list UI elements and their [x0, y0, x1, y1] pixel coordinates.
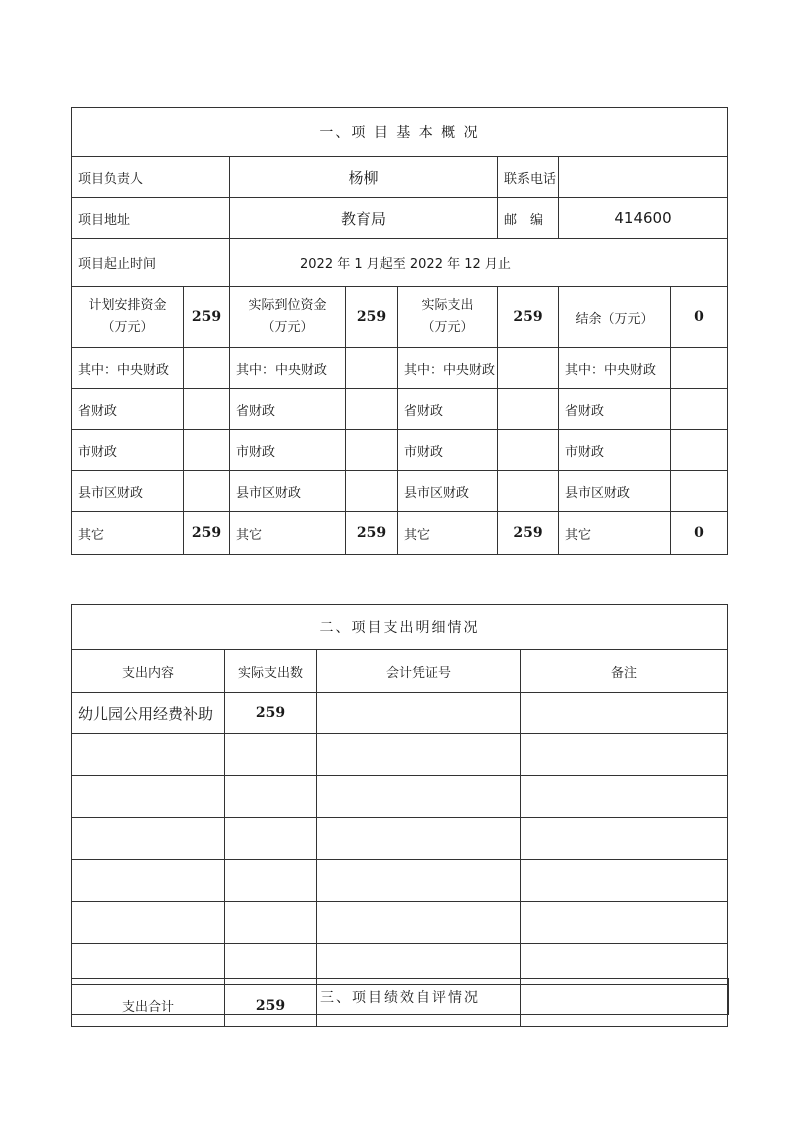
voucher-number	[317, 902, 521, 944]
remark	[521, 734, 728, 776]
voucher-number	[317, 860, 521, 902]
expense-content	[72, 818, 225, 860]
table-row	[72, 693, 728, 734]
breakdown-label: 省财政	[559, 389, 671, 430]
expense-content	[72, 860, 225, 902]
address-label: 项目地址	[72, 198, 230, 239]
period-value: 2022 年 1 月起至 2022 年 12 月止	[230, 239, 728, 287]
voucher-number	[317, 693, 521, 734]
actual-expense	[225, 734, 317, 776]
breakdown-label: 市财政	[559, 430, 671, 471]
expense-content	[72, 734, 225, 776]
table-row	[72, 902, 728, 944]
remark	[521, 902, 728, 944]
expense-content	[72, 902, 225, 944]
voucher-number	[317, 818, 521, 860]
breakdown-spent-value	[498, 348, 559, 389]
spent-funds-label: 实际支出 （万元）	[398, 287, 498, 348]
breakdown-label: 县市区财政	[72, 471, 184, 512]
postcode-value: 414600	[559, 198, 728, 239]
breakdown-label: 县市区财政	[398, 471, 498, 512]
section3-title: 三、项目绩效自评情况	[72, 979, 729, 1015]
section1-title: 一、项 目 基 本 概 况	[72, 108, 728, 157]
breakdown-label: 县市区财政	[230, 471, 346, 512]
table-row	[72, 734, 728, 776]
table-row	[72, 860, 728, 902]
leader-label: 项目负责人	[72, 157, 230, 198]
breakdown-label: 其中：中央财政	[398, 348, 498, 389]
breakdown-spent-value	[498, 471, 559, 512]
total-label: 支出合计	[72, 985, 225, 1027]
breakdown-received-value	[346, 471, 398, 512]
breakdown-row	[72, 512, 728, 555]
received-funds-value: 259	[346, 287, 398, 348]
actual-expense	[225, 818, 317, 860]
breakdown-label: 市财政	[230, 430, 346, 471]
breakdown-row	[72, 348, 728, 389]
breakdown-row	[72, 430, 728, 471]
table-row	[72, 776, 728, 818]
phone-value	[559, 157, 728, 198]
leader-value: 杨柳	[230, 157, 498, 198]
breakdown-label: 县市区财政	[559, 471, 671, 512]
breakdown-label: 省财政	[398, 389, 498, 430]
actual-expense: 259	[225, 693, 317, 734]
breakdown-received-value	[346, 348, 398, 389]
column-header: 备注	[521, 650, 728, 693]
breakdown-label: 市财政	[72, 430, 184, 471]
phone-label: 联系电话	[498, 157, 559, 198]
breakdown-spent-value	[498, 389, 559, 430]
breakdown-label: 市财政	[398, 430, 498, 471]
breakdown-planned-value	[184, 348, 230, 389]
breakdown-label: 其它	[72, 512, 184, 555]
breakdown-label: 其它	[559, 512, 671, 555]
spent-funds-value: 259	[498, 287, 559, 348]
breakdown-planned-value	[184, 389, 230, 430]
actual-expense	[225, 776, 317, 818]
breakdown-label: 其它	[230, 512, 346, 555]
breakdown-label: 其它	[398, 512, 498, 555]
breakdown-label: 其中：中央财政	[230, 348, 346, 389]
breakdown-balance-value	[671, 430, 728, 471]
table-row	[72, 818, 728, 860]
planned-funds-value: 259	[184, 287, 230, 348]
breakdown-label: 其中：中央财政	[559, 348, 671, 389]
project-overview-table	[71, 107, 728, 555]
total-value: 259	[225, 985, 317, 1027]
voucher-number	[317, 734, 521, 776]
section2-title: 二、项目支出明细情况	[72, 605, 728, 650]
balance-value: 0	[671, 287, 728, 348]
period-label: 项目起止时间	[72, 239, 230, 287]
breakdown-balance-value	[671, 348, 728, 389]
column-header: 会计凭证号	[317, 650, 521, 693]
received-funds-label: 实际到位资金 （万元）	[230, 287, 346, 348]
actual-expense	[225, 860, 317, 902]
expense-content	[72, 776, 225, 818]
postcode-label: 邮 编	[498, 198, 559, 239]
remark	[521, 776, 728, 818]
breakdown-planned-value	[184, 430, 230, 471]
breakdown-row	[72, 471, 728, 512]
planned-funds-label: 计划安排资金 （万元）	[72, 287, 184, 348]
breakdown-balance-value	[671, 389, 728, 430]
remark	[521, 818, 728, 860]
breakdown-label: 省财政	[230, 389, 346, 430]
voucher-number	[317, 776, 521, 818]
expense-detail-table	[71, 604, 728, 1027]
breakdown-row	[72, 389, 728, 430]
breakdown-spent-value: 259	[498, 512, 559, 555]
breakdown-label: 省财政	[72, 389, 184, 430]
breakdown-received-value	[346, 389, 398, 430]
column-header: 支出内容	[72, 650, 225, 693]
breakdown-received-value	[346, 430, 398, 471]
column-header: 实际支出数	[225, 650, 317, 693]
balance-label: 结余（万元）	[559, 287, 671, 348]
breakdown-label: 其中：中央财政	[72, 348, 184, 389]
remark	[521, 693, 728, 734]
breakdown-received-value: 259	[346, 512, 398, 555]
actual-expense	[225, 902, 317, 944]
breakdown-balance-value	[671, 471, 728, 512]
remark	[521, 860, 728, 902]
breakdown-planned-value	[184, 471, 230, 512]
breakdown-spent-value	[498, 430, 559, 471]
performance-table	[71, 978, 729, 1015]
address-value: 教育局	[230, 198, 498, 239]
expense-content: 幼儿园公用经费补助	[72, 693, 225, 734]
breakdown-planned-value: 259	[184, 512, 230, 555]
breakdown-balance-value: 0	[671, 512, 728, 555]
